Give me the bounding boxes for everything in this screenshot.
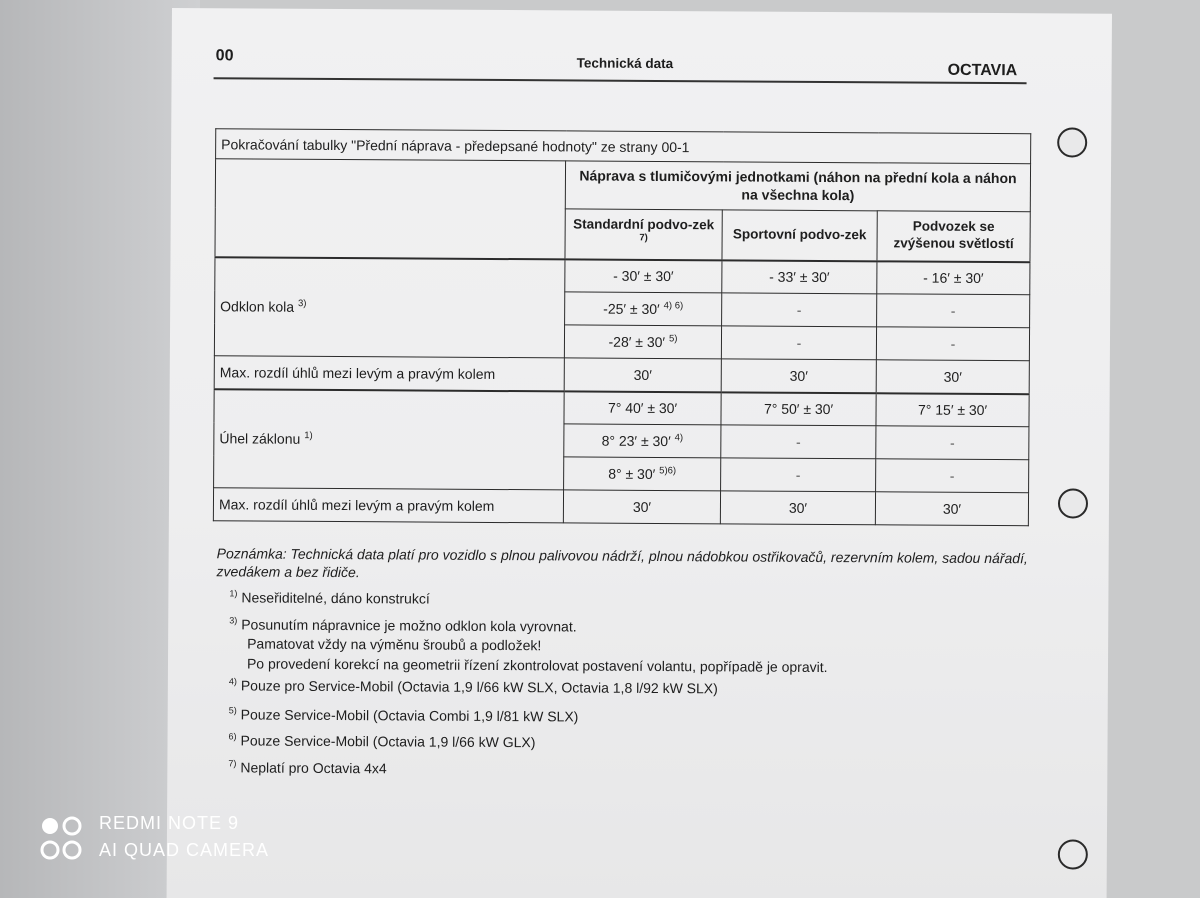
header-divider <box>214 77 1027 84</box>
cell-value: 8° 23′ ± 30′ $^{4)}$ <box>564 424 721 458</box>
cell-value: 30′ <box>563 490 720 524</box>
table-caption: Pokračování tabulky "Přední náprava - předepsané hodnoty" ze strany 00-1 <box>216 129 1031 164</box>
row-label-camber: Odklon kola $^{3)}$ <box>214 257 565 358</box>
cell-value: - <box>722 293 877 327</box>
footnote-5: $^{5)}$ Pouze Service-Mobil (Octavia Combi 1,9 l/81 kW SLX) <box>228 705 579 725</box>
table-row <box>214 389 1029 427</box>
cell-value: -28′ ± 30′ $^{5)}$ <box>564 325 721 359</box>
column-header-raised: Podvozek se zvýšenou světlostí <box>877 211 1030 262</box>
cell-value: - <box>877 294 1030 328</box>
cell-value: - <box>876 327 1029 361</box>
row-label-caster: Úhel záklonu $^{1)}$ <box>214 389 565 490</box>
table-row <box>214 356 1029 394</box>
cell-value: 7° 15′ ± 30′ <box>876 393 1029 427</box>
footnote-3: $^{3)}$ Posunutím nápravnice je možno odklon kola vyrovnat. Pamatovat vždy na výměnu šroubů a podložek! Po provedení korekcí na geometrii řízení zkontrolovat postavení volantu, popřípadě je opravit. <box>229 615 828 675</box>
cell-value: - 33′ ± 30′ <box>722 260 877 294</box>
cell-value: -25′ ± 30′ $^{4) 6)}$ <box>565 292 722 326</box>
section-number: 00 <box>215 47 234 65</box>
empty-header-cell <box>215 159 566 259</box>
group-header: Náprava s tlumičovými jednotkami (náhon na přední kola a náhon na všechna kola) <box>565 161 1030 212</box>
row-label-camber-diff: Max. rozdíl úhlů mezi levým a pravým kolem <box>214 356 564 391</box>
cell-value: - <box>721 326 876 360</box>
page-title: Technická data <box>576 55 674 72</box>
cell-value: 30′ <box>875 492 1028 526</box>
cell-value: - <box>721 458 876 492</box>
punch-hole-icon <box>1058 839 1088 869</box>
note-paragraph: Poznámka: Technická data platí pro vozidlo s plnou palivovou nádrží, plnou nádobkou ostřikovačů, rezervním kolem, sadou nářadí, zvedákem a bez řidiče. <box>216 545 1028 581</box>
punch-hole-icon <box>1057 127 1087 157</box>
cell-value: - 16′ ± 30′ <box>877 261 1030 295</box>
footnote-4: $^{4)}$ Pouze pro Service-Mobil (Octavia 1,9 l/66 kW SLX, Octavia 1,8 l/92 kW SLX) <box>228 676 718 697</box>
footnote-1: $^{1)}$ Neseřiditelné, dáno konstrukcí <box>229 588 430 607</box>
row-label-caster-diff: Max. rozdíl úhlů mezi levým a pravým kolem <box>213 488 563 523</box>
footnote-7: $^{7)}$ Neplatí pro Octavia 4x4 <box>228 758 387 777</box>
table-row <box>213 488 1028 526</box>
watermark-camera: AI QUAD CAMERA <box>99 840 270 860</box>
cell-value: 7° 40′ ± 30′ <box>564 391 721 425</box>
punch-hole-icon <box>1058 488 1088 518</box>
document-page <box>167 8 1112 898</box>
table-row <box>215 257 1030 295</box>
model-name: OCTAVIA <box>947 61 1018 80</box>
cell-value: 30′ <box>720 491 875 525</box>
column-header-standard: Standardní podvo-zek $^{7)}$ <box>565 209 722 260</box>
watermark-model: REDMI NOTE 9 <box>99 813 240 833</box>
cell-value: 30′ <box>721 359 876 393</box>
cell-value: - <box>876 459 1029 493</box>
cell-value: 30′ <box>876 360 1029 394</box>
cell-value: 7° 50′ ± 30′ <box>721 392 876 426</box>
cell-value: - <box>876 426 1029 460</box>
spec-table <box>213 128 1031 526</box>
cell-value: 8° ± 30′ $^{5)6)}$ <box>564 457 721 491</box>
cell-value: - <box>721 425 876 459</box>
cell-value: - 30′ ± 30′ <box>565 259 722 293</box>
column-header-sport: Sportovní podvo-zek <box>722 210 877 261</box>
footnote-6: $^{6)}$ Pouze Service-Mobil (Octavia 1,9 l/66 kW GLX) <box>228 731 536 751</box>
cell-value: 30′ <box>564 358 721 392</box>
camera-rings-icon <box>38 815 88 861</box>
